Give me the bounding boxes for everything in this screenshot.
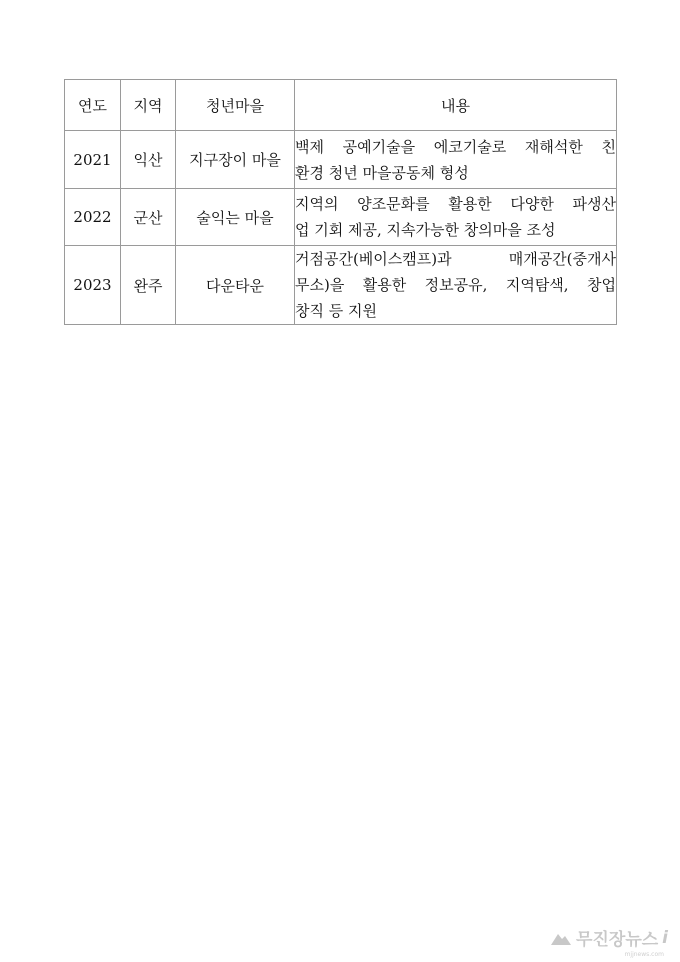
content-line: 무소)을 활용한 정보공유, 지역탐색, 창업 [295,276,616,294]
content-line: 백제 공예기술을 에코기술로 재해석한 친 [295,137,616,156]
watermark-sub: mjjnews.com [624,951,664,958]
content-line: 환경 청년 마을공동체 형성 [295,163,469,182]
cell-content [295,189,617,246]
content-line: 거점공간(베이스캠프)과 매개공간(중개사 [295,250,616,268]
cell-year: 2023 [65,246,121,325]
cell-region: 완주 [121,246,176,325]
header-content: 내용 [295,80,617,131]
cell-village: 지구장이 마을 [176,131,295,189]
content-line: 업 기회 제공, 지속가능한 창의마을 조성 [295,221,556,239]
watermark-text: 무진장뉴스 [576,930,659,950]
table-row [65,189,617,246]
table-header-row [65,80,617,131]
watermark-suffix: i [662,927,668,948]
table-row [65,131,617,189]
cell-village: 술익는 마을 [176,189,295,246]
header-village: 청년마을 [176,80,295,131]
content-line: 창직 등 지원 [295,302,377,320]
cell-content [295,131,617,189]
table-row [65,246,617,325]
cell-region: 군산 [121,189,176,246]
watermark [550,925,668,950]
cell-content [295,246,617,325]
content-line: 지역의 양조문화를 활용한 다양한 파생산 [295,195,616,213]
cell-region: 익산 [121,131,176,189]
mountain-logo-icon [550,930,572,946]
youth-village-table [64,79,617,325]
header-region: 지역 [121,80,176,131]
cell-year: 2022 [65,189,121,246]
cell-year: 2021 [65,131,121,189]
header-year: 연도 [65,80,121,131]
cell-village: 다운타운 [176,246,295,325]
